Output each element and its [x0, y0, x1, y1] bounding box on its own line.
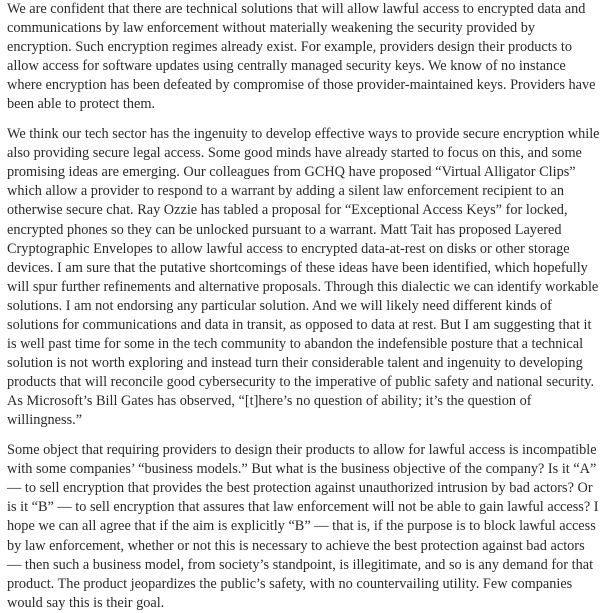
document-body: [7, 0, 601, 613]
paragraph-business-models: Some object that requiring providers to design their products to allow for lawful access is incompatible with some companies’ “business models.” But what is the business objective of the company? Is it “A” — to sell encryption that provides the best protection against unauthorized intrusion by bad actors? Or is it “B” — to sell encryption that assures that law enforcement will not be able to gain lawful access? I hope we can all agree that if the aim is explicitly “B” — that is, if the purpose is to block lawful access by law enforcement, whether or not this is necessary to achieve the best protection against bad actors — then such a business model, from society’s standpoint, is illegitimate, and so is any demand for that product. The product jeopardizes the public’s safety, with no countervailing utility. Few companies would say this is their goal.: [7, 442, 599, 611]
paragraph-lawful-access-solutions: We are confident that there are technical solutions that will allow lawful access to encrypted data and communications by law enforcement without materially weakening the security provided by encryption. Such encryption regimes already exist. For example, providers design their products to allow access for software updates using centrally managed security keys. We know of no instance where encryption has been defeated by compromise of those provider-maintained keys. Providers have been able to protect them.: [7, 1, 596, 113]
paragraph-tech-sector-ingenuity: We think our tech sector has the ingenuity to develop effective ways to provide secure encryption while also providing secure legal access. Some good minds have already started to focus on this, and some promising ideas are emerging. Our colleagues from GCHQ have proposed “Virtual Alligator Clips” which allow a provider to respond to a warrant by adding a silent law enforcement recipient to an otherwise secure chat. Ray Ozzie has tabled a proposal for “Exceptional Access Keys” for locked, encrypted phones so they can be unlocked pursuant to a warrant. Matt Tait has proposed Layered Cryptographic Envelopes to allow lawful access to encrypted data-at-rest on disks or other storage devices. I am sure that the putative shortcomings of these ideas have been identified, which hopefully will spur further refinements and alternative proposals. Through this dialectic we can identify workable solutions. I am not endorsing any particular solution. And we will likely need different kinds of solutions for communications and data in transit, as opposed to data at rest. But I am suggesting that it is well past time for some in the tech community to abandon the indefensible posture that a technical solution is not worth exploring and instead turn their considerable talent and ingenuity to developing products that will reconcile good cybersecurity to the imperative of public safety and national security. As Microsoft’s Bill Gates has observed, “[t]here’s no question of ability; it’s the question of willingness.”: [7, 126, 600, 429]
